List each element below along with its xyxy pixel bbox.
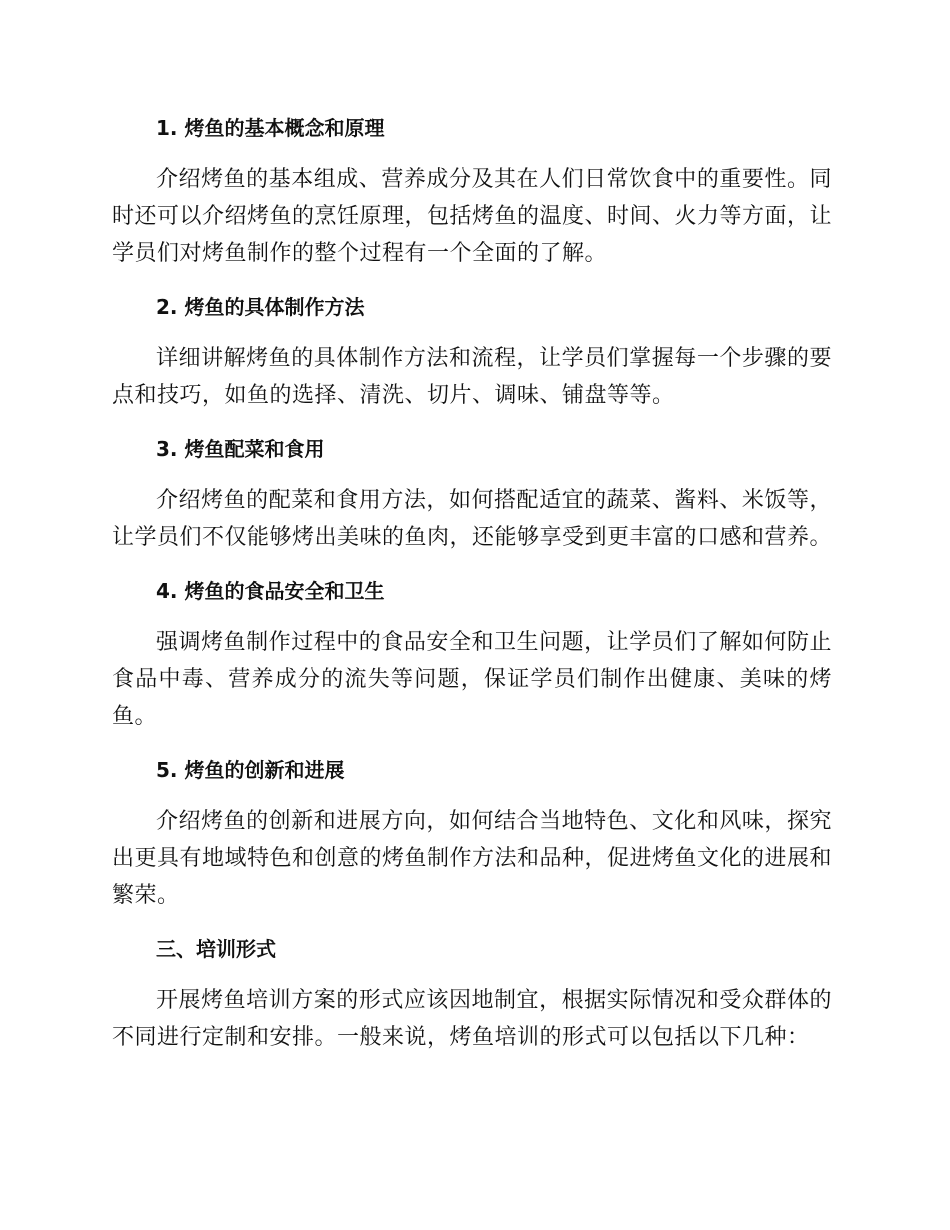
section-paragraph-basic-concept: 介绍烤鱼的基本组成、营养成分及其在人们日常饮食中的重要性。同时还可以介绍烤鱼的烹饪原理，包括烤鱼的温度、时间、火力等方面，让学员们对烤鱼制作的整个过程有一个全面的了解。: [112, 167, 833, 266]
section-heading-side-dishes: 3. 烤鱼配菜和食用: [156, 437, 325, 461]
section-heading-making-method: 2. 烤鱼的具体制作方法: [156, 295, 365, 319]
section-heading-training-format: 三、培训形式: [156, 937, 276, 961]
section-paragraph-making-method: 详细讲解烤鱼的具体制作方法和流程，让学员们掌握每一个步骤的要点和技巧，如鱼的选择、清洗、切片、调味、铺盘等等。: [112, 346, 832, 408]
section-heading-basic-concept: 1. 烤鱼的基本概念和原理: [156, 116, 385, 140]
section-heading-food-safety: 4. 烤鱼的食品安全和卫生: [156, 579, 385, 603]
section-paragraph-innovation: 介绍烤鱼的创新和进展方向，如何结合当地特色、文化和风味，探究出更具有地域特色和创意的烤鱼制作方法和品种，促进烤鱼文化的进展和繁荣。: [112, 809, 833, 908]
section-paragraph-side-dishes: 介绍烤鱼的配菜和食用方法，如何搭配适宜的蔬菜、酱料、米饭等，让学员们不仅能够烤出美味的鱼肉，还能够享受到更丰富的口感和营养。: [112, 488, 833, 550]
document-body: [112, 110, 832, 1056]
section-heading-innovation: 5. 烤鱼的创新和进展: [156, 758, 345, 782]
section-paragraph-training-format: 开展烤鱼培训方案的形式应该因地制宜，根据实际情况和受众群体的不同进行定制和安排。一般来说，烤鱼培训的形式可以包括以下几种：: [112, 988, 832, 1050]
section-paragraph-food-safety: 强调烤鱼制作过程中的食品安全和卫生问题，让学员们了解如何防止食品中毒、营养成分的流失等问题，保证学员们制作出健康、美味的烤鱼。: [112, 630, 832, 729]
